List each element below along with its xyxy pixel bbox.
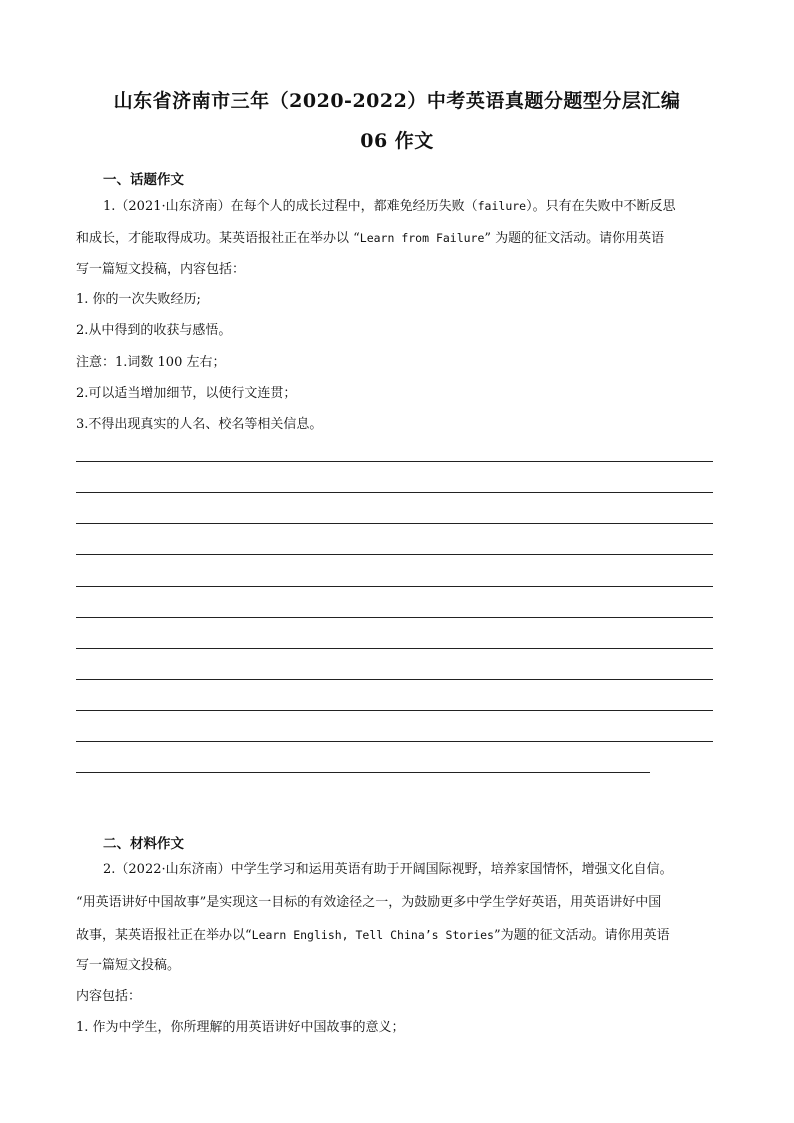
section1-heading: 一、话题作文 bbox=[103, 172, 184, 188]
answer-line bbox=[76, 648, 713, 649]
question2-line3-a: 故事，某英语报社正在举办以“ bbox=[76, 928, 252, 943]
question1-line2-b: ” 为题的征文活动。请你用英语 bbox=[484, 231, 665, 246]
answer-line bbox=[76, 586, 713, 587]
question1-prefix: 1.（2021·山东济南）在每个人的成长过程中，都难免经历失败（ bbox=[103, 199, 478, 214]
answer-line bbox=[76, 523, 713, 524]
answer-line bbox=[76, 554, 713, 555]
question1-topic: Learn from Failure bbox=[359, 231, 485, 245]
question2-line1: 2.（2022·山东济南）中学生学习和运用英语有助于开阔国际视野，培养家国情怀，增强文化自信。 bbox=[103, 862, 673, 877]
question1-note3: 3.不得出现真实的人名、校名等相关信息。 bbox=[76, 417, 323, 432]
question1-line2-a: 和成长，才能取得成功。某英语报社正在举办以 “ bbox=[76, 231, 360, 246]
answer-line bbox=[76, 741, 713, 742]
question2-topic: Learn English, Tell China’s Stories bbox=[251, 928, 494, 942]
question1-keyword: failure bbox=[477, 199, 527, 213]
question2-line2: “用英语讲好中国故事”是实现这一目标的有效途径之一，为鼓励更多中学生学好英语，用英语讲好中国 bbox=[76, 895, 662, 910]
question1-item2: 2.从中得到的收获与感悟。 bbox=[76, 323, 232, 338]
answer-line bbox=[76, 617, 713, 618]
question2-line4: 写一篇短文投稿。 bbox=[76, 958, 181, 973]
question2-line3 bbox=[76, 927, 670, 944]
question1-note2: 2.可以适当增加细节，以使行文连贯； bbox=[76, 386, 297, 401]
document-subtitle: 06 作文 bbox=[360, 130, 434, 152]
question2-item1: 1. 作为中学生，你所理解的用英语讲好中国故事的意义； bbox=[76, 1020, 405, 1035]
question1-suffix: ）。只有在失败中不断反思 bbox=[526, 199, 676, 214]
question1-line3: 写一篇短文投稿，内容包括： bbox=[76, 262, 246, 277]
answer-line bbox=[76, 772, 650, 773]
document-title: 山东省济南市三年（2020-2022）中考英语真题分题型分层汇编 bbox=[113, 90, 681, 112]
answer-line bbox=[76, 461, 713, 462]
question2-line3-b: ”为题的征文活动。请你用英语 bbox=[493, 928, 670, 943]
question1-item1: 1. 你的一次失败经历; bbox=[76, 292, 201, 307]
section2-heading: 二、材料作文 bbox=[103, 836, 184, 852]
question1-note1: 注意：1.词数 100 左右； bbox=[76, 355, 226, 370]
question2-content-label: 内容包括： bbox=[76, 989, 142, 1004]
question1-line2 bbox=[76, 230, 664, 247]
answer-line bbox=[76, 492, 713, 493]
answer-line bbox=[76, 710, 713, 711]
answer-line bbox=[76, 679, 713, 680]
question1-line1 bbox=[103, 198, 676, 215]
